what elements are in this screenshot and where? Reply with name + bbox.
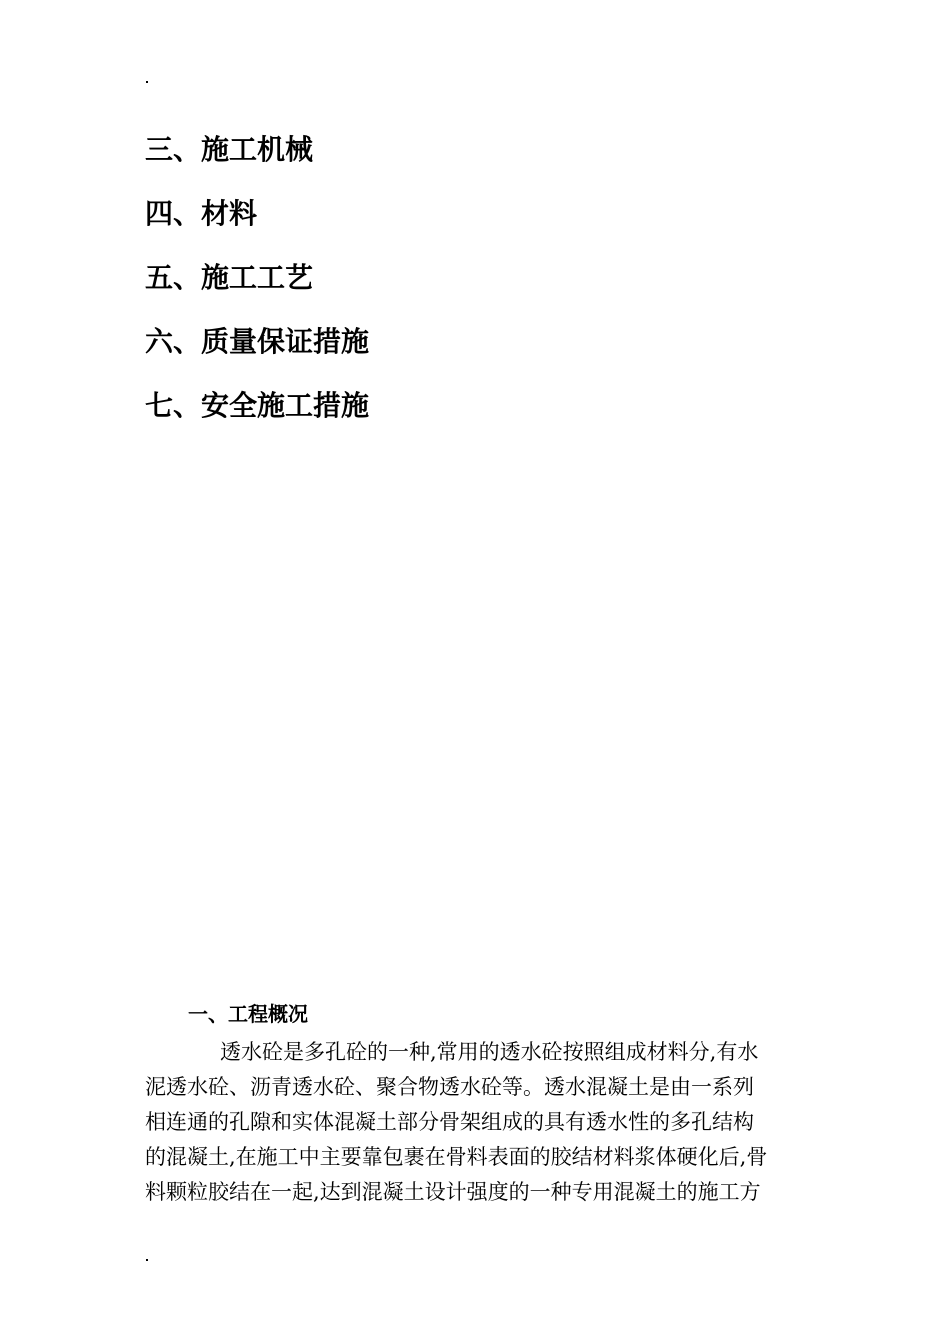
header-dot-marker [146, 81, 148, 83]
paragraph-line-2: 泥透水砼、沥青透水砼、聚合物透水砼等。透水混凝土是由一系列 [145, 1075, 754, 1099]
toc-item-construction-machinery: 三、施工机械 [145, 133, 314, 166]
paragraph-line-5: 料颗粒胶结在一起,达到混凝土设计强度的一种专用混凝土的施工方 [145, 1180, 761, 1204]
paragraph-line-4: 的混凝土,在施工中主要靠包裹在骨料表面的胶结材料浆体硬化后,骨 [145, 1145, 768, 1169]
section-heading-project-overview: 一、工程概况 [188, 1002, 308, 1026]
toc-item-construction-process: 五、施工工艺 [145, 261, 314, 294]
paragraph-line-3: 相连通的孔隙和实体混凝土部分骨架组成的具有透水性的多孔结构 [145, 1110, 754, 1134]
toc-item-safety-measures: 七、安全施工措施 [145, 389, 370, 422]
footer-dot-marker [146, 1259, 148, 1261]
paragraph-line-1: 透水砼是多孔砼的一种,常用的透水砼按照组成材料分,有水 [220, 1040, 759, 1064]
toc-item-materials: 四、材料 [145, 197, 258, 230]
toc-item-quality-measures: 六、质量保证措施 [145, 325, 370, 358]
